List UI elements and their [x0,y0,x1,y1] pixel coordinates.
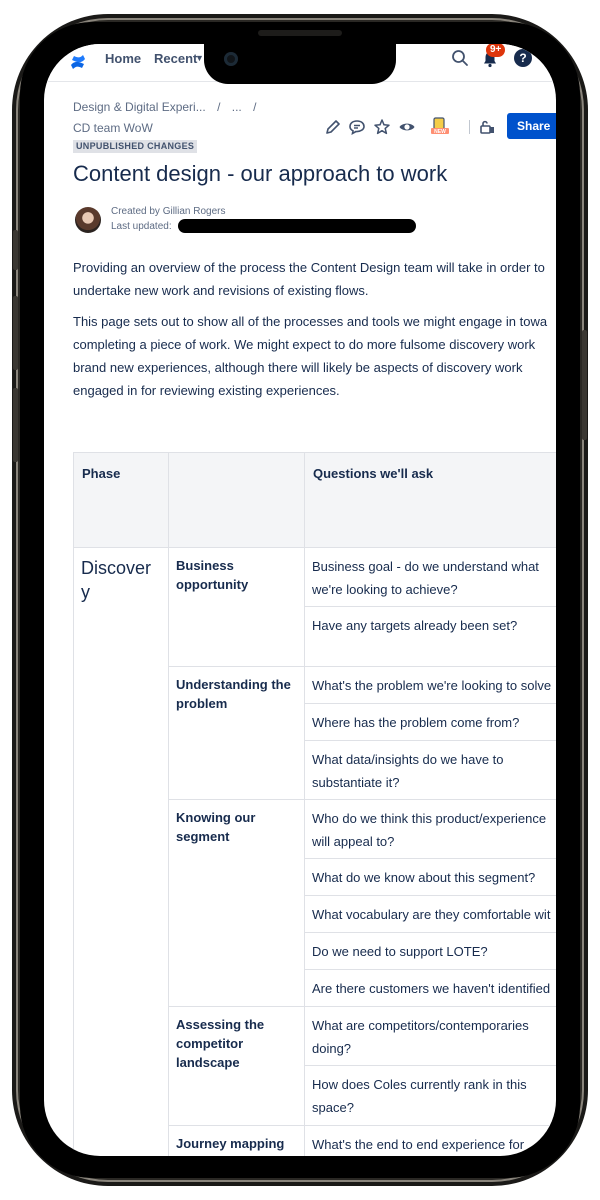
question-cell [304,740,556,800]
question-line: What do we know about this segment? [312,870,536,885]
unlock-icon[interactable] [478,118,496,136]
question-cell [304,969,556,1007]
activity-label-line: Knowing our [176,810,256,825]
search-icon[interactable] [451,49,469,67]
avatar[interactable] [75,207,101,233]
activity-label-line: competitor [176,1036,244,1051]
redaction-bar [178,219,416,233]
activity-label-line: Journey mapping [176,1136,285,1151]
toolbar-divider [469,120,470,134]
activity-label-line: landscape [176,1055,240,1070]
question-line: Business goal - do we understand what [312,559,539,574]
question-line: What vocabulary are they comfortable wit [312,907,551,922]
last-updated-label: Last updated: [111,221,172,232]
activity-cell-assessing-competitor-landscape [168,1006,305,1126]
question-line: What data/insights do we have to [312,752,504,767]
question-line: Who do we think this product/experience [312,811,547,826]
activity-cell-business-opportunity [168,547,305,667]
created-by-text: Created by Gillian Rogers [111,206,226,217]
share-button[interactable]: Share [507,113,556,139]
question-line: Do we need to support LOTE? [312,944,488,959]
question-cell [304,547,556,607]
question-line: space? [312,1100,354,1115]
phone-camera [224,52,238,66]
nav-recent-menu[interactable]: Recent [154,51,198,66]
question-line: What are competitors/contemporaries [312,1018,529,1033]
breadcrumb-separator: / [253,100,257,114]
question-cell [304,1125,556,1156]
star-icon[interactable] [373,118,391,136]
phase-cell-discovery [73,547,169,1156]
breadcrumb-space-link[interactable]: Design & Digital Experi... [73,100,206,114]
table-header-activity [168,452,305,548]
activity-label-line: segment [176,829,230,844]
paragraph-line: engaged in for reviewing existing experiences. [73,383,340,398]
notification-count-badge: 9+ [486,44,505,57]
svg-text:NEW: NEW [434,129,446,135]
question-cell [304,799,556,859]
breadcrumb [73,100,256,114]
page-title: Content design - our approach to work [73,161,448,186]
question-cell [304,1006,556,1066]
question-cell [304,703,556,741]
question-line: What's the end to end experience for [312,1137,525,1152]
question-cell [304,858,556,896]
breadcrumb-ellipsis[interactable]: ... [231,100,242,114]
phone-volume-up-button [13,296,18,370]
breadcrumb-separator: / [217,100,221,114]
activity-label-line: Business [176,558,234,573]
question-line: we're looking to achieve? [312,582,458,597]
intro-paragraph [73,256,545,302]
table-header-phase: Phase [73,452,169,548]
activity-cell-knowing-our-segment [168,799,305,1007]
phone-volume-down-button [13,388,18,462]
confluence-logo-icon[interactable] [70,52,86,72]
question-line: will appeal to? [312,834,395,849]
new-feature-icon[interactable] [430,116,450,136]
question-line: Where has the problem come from? [312,715,520,730]
comment-icon[interactable] [348,118,366,136]
activity-cell-understanding-the-problem [168,666,305,800]
phone-speaker [258,30,342,36]
activity-cell-journey-mapping [168,1125,305,1156]
paragraph-line: This page sets out to show all of the processes and tools we might engage in towa [73,314,548,329]
question-cell [304,895,556,933]
question-line: Have any targets already been set? [312,618,518,633]
paragraph-line: undertake new work and revisions of existing flows. [73,283,369,298]
question-cell [304,666,556,704]
status-badge: UNPUBLISHED CHANGES [73,140,197,153]
phase-label-line: y [81,582,90,602]
activity-label-line: problem [176,696,228,711]
edit-icon[interactable] [324,118,342,136]
activity-label-line: Assessing the [176,1017,265,1032]
question-cell [304,932,556,970]
question-line: What's the problem we're looking to solve [312,678,552,693]
question-line: How does Coles currently rank in this [312,1077,527,1092]
scope-paragraph [73,310,547,402]
phone-screen [44,44,556,1156]
phase-label-line: Discover [81,558,152,578]
question-line: doing? [312,1041,352,1056]
paragraph-line: Providing an overview of the process the Content Design team will take in order to [73,260,545,275]
chevron-down-icon: ▼ [195,53,204,63]
paragraph-line: completing a piece of work. We might expect to do more fulsome discovery work [73,337,536,352]
help-icon[interactable]: ? [514,49,532,67]
question-cell [304,606,556,667]
question-cell [304,1065,556,1126]
activity-label-line: Understanding the [176,677,291,692]
phone-action-button [13,230,18,270]
table-header-questions: Questions we'll ask [304,452,556,548]
phone-power-button [582,330,587,440]
watch-icon[interactable] [398,118,416,136]
nav-home-link[interactable]: Home [105,51,142,66]
paragraph-line: brand new experiences, although there will likely be aspects of discovery work [73,360,523,375]
question-line: substantiate it? [312,775,400,790]
question-line: Are there customers we haven't identified [312,981,551,996]
breadcrumb-parent-link[interactable]: CD team WoW [73,121,153,135]
activity-label-line: opportunity [176,577,249,592]
